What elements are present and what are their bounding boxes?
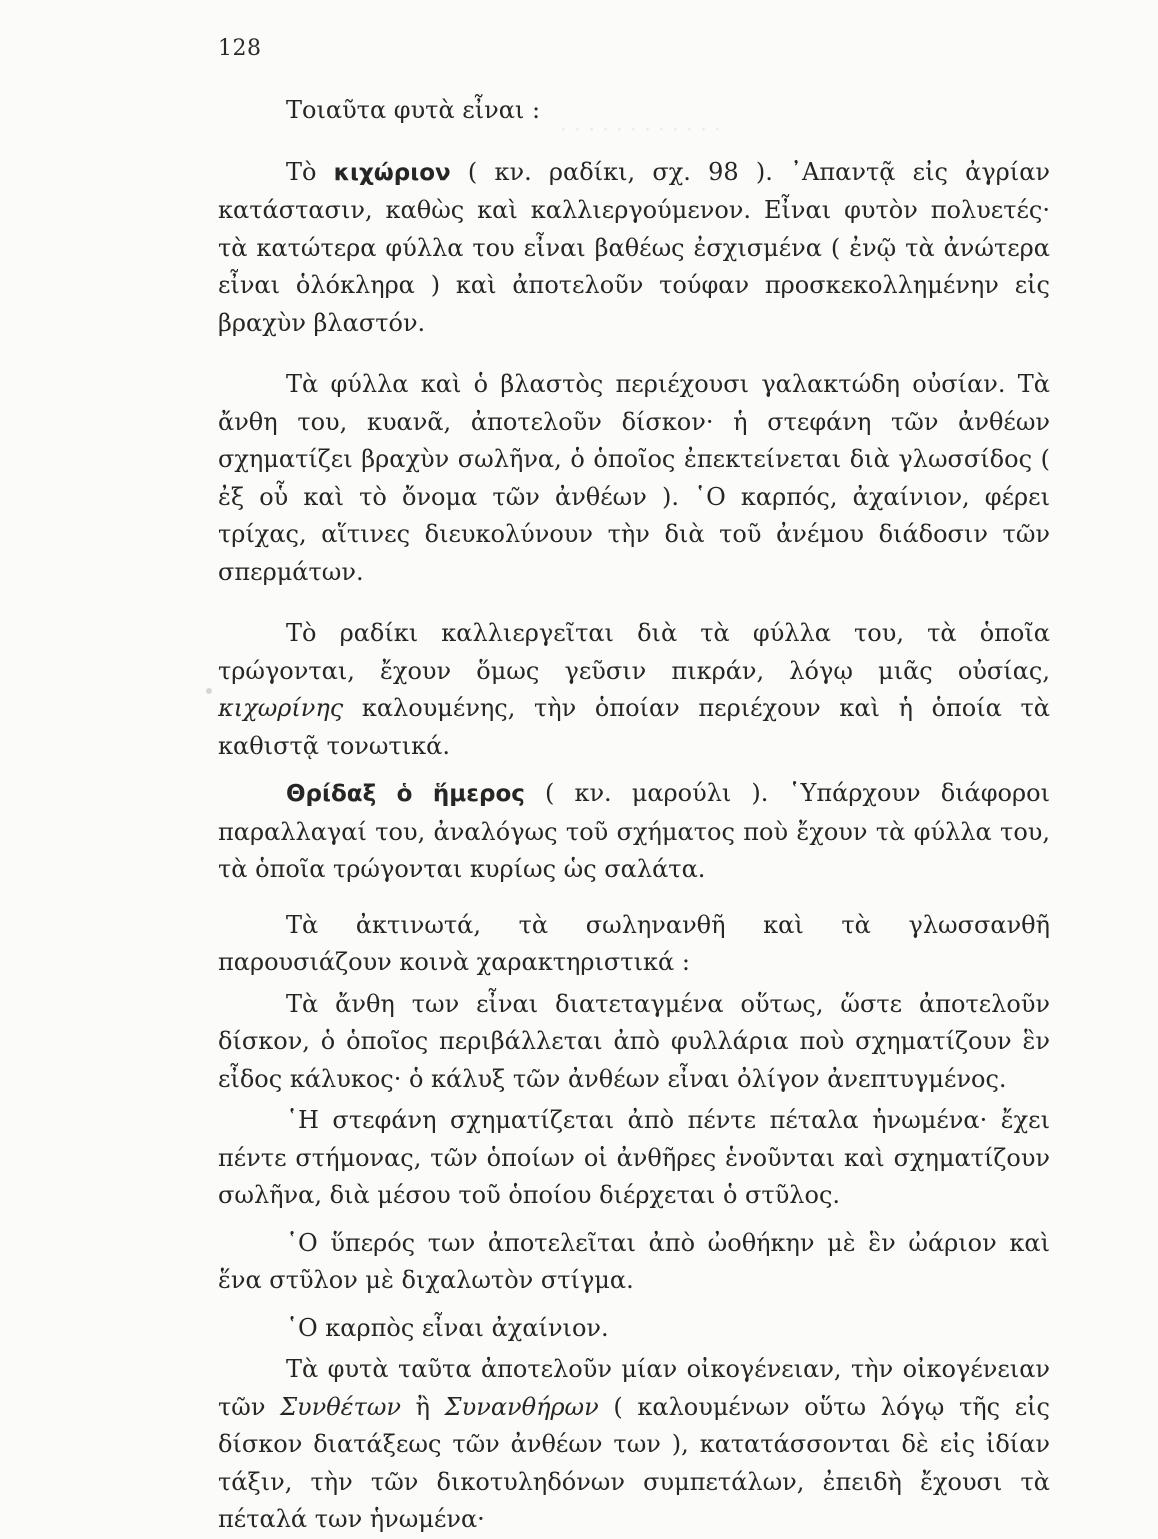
term-synthetoi: Συνθέτων xyxy=(280,1392,401,1421)
paragraph-leaves-stem xyxy=(218,366,1050,591)
paragraph-corolla xyxy=(218,1102,1050,1215)
paragraph-intro xyxy=(218,92,1050,130)
paragraph-lead: Τὸ ραδίκι καλλιεργεῖται διὰ τὰ φύλλα του, τὰ ὁποῖα τρώγονται, ἔχουν ὅμως γεῦσιν πικράν, λόγῳ μιᾶς οὐσίας, xyxy=(218,619,1050,685)
bleed-through-text: · · · · · · · · · · · · xyxy=(560,118,721,143)
paragraph-text: Τὰ ἄνθη των εἶναι διατεταγμένα οὕτως, ὥστε ἀποτελοῦν δίσκον, ὁ ὁποῖος περιβάλλεται ἀπὸ φυλλάρια ποὺ σχηματίζουν ἓν εἶδος κάλυκος· ὁ κάλυξ τῶν ἀνθέων εἶναι ὀλίγον ἀνεπτυγμένος. xyxy=(218,989,1050,1093)
body-text xyxy=(218,92,1050,1539)
page-number: 128 xyxy=(218,36,262,61)
page-speck xyxy=(206,688,212,694)
paragraph-text: ( κν. ραδίκι, σχ. 98 ). ᾿Απαντᾷ εἰς ἀγρίαν κατάστασιν, καθὼς καὶ καλλιεργούμενον. Εἶναι φυτὸν πολυετές· τὰ κατώτερα φύλλα του εἶναι βαθέως ἐσχισμένα ( ἐνῷ τὰ ἀνώτερα εἶναι ὁλόκληρα ) καὶ ἀποτελοῦν τούφαν προσκεκολλημένην εἰς βραχὺν βλαστόν. xyxy=(218,157,1050,337)
paragraph-connector: ἢ xyxy=(401,1392,445,1421)
paragraph-text: ῾Η στεφάνη σχηματίζεται ἀπὸ πέντε πέταλα ἡνωμένα· ἔχει πέντε στήμονας, τῶν ὁποίων οἱ ἀνθῆρες ἑνοῦνται καὶ σχηματίζουν σωλῆνα, διὰ μέσου τοῦ ὁποίου διέρχεται ὁ στῦλος. xyxy=(218,1106,1050,1209)
paragraph-flowers-disk xyxy=(218,986,1050,1099)
paragraph-kichorion xyxy=(218,154,1050,343)
term-thridax: Θρίδαξ ὁ ἥμερος xyxy=(286,781,525,807)
paragraph-text: ( κν. μαρούλι ). ῾Υπάρχουν διάφοροι παραλλαγαί του, ἀναλόγως τοῦ σχήματος ποὺ ἔχουν τὰ φύλλα του, τὰ ὁποῖα τρώγονται κυρίως ὡς σαλάτα. xyxy=(218,779,1050,883)
paragraph-family xyxy=(218,1351,1050,1539)
paragraph-text: ῾Ο ὕπερός των ἀποτελεῖται ἀπὸ ὠοθήκην μὲ ἓν ὠάριον καὶ ἕνα στῦλον μὲ διχαλωτὸν στίγμα. xyxy=(218,1228,1050,1294)
term-synantheroi: Συνανθήρων xyxy=(444,1392,599,1421)
paragraph-common-traits xyxy=(218,907,1050,982)
term-kichorion: κιχώριον xyxy=(333,159,451,186)
paragraph-lead: Τὸ xyxy=(286,157,334,186)
paragraph-text: Τὰ φύλλα καὶ ὁ βλαστὸς περιέχουσι γαλακτώδη οὐσίαν. Τὰ ἄνθη του, κυανᾶ, ἀποτελοῦν δίσκον· ἡ στεφάνη τῶν ἀνθέων σχηματίζει βραχὺν σωλῆνα, ὁ ὁποῖος ἐπεκτείνεται διὰ γλωσσίδος ( ἐξ οὗ καὶ τὸ ὄνομα τῶν ἀνθέων ). ῾Ο καρπός, ἀχαίνιον, φέρει τρίχας, αἵτινες διευκολύνουν τὴν διὰ τοῦ ἀνέμου διάδοσιν τῶν σπερμάτων. xyxy=(218,370,1050,586)
paragraph-radiki xyxy=(218,615,1050,765)
paragraph-text: ῾Ο καρπὸς εἶναι ἀχαίνιον. xyxy=(286,1313,609,1342)
paragraph-text: ( καλουμένων οὕτω λόγῳ τῆς εἰς δίσκον διατάξεως τῶν ἀνθέων των ), κατατάσσονται δὲ εἰς ἰδίαν τάξιν, τὴν τῶν δικοτυληδόνων συμπετάλων, ἐπειδὴ ἔχουσι τὰ πέταλά των ἡνωμένα· xyxy=(218,1392,1051,1533)
paragraph-text: καλουμένης, τὴν ὁποίαν περιέχουν καὶ ἡ ὁποία τὰ καθιστᾷ τονωτικά. xyxy=(218,694,1050,760)
paragraph-text: Τοιαῦτα φυτὰ εἶναι : xyxy=(286,96,541,124)
paragraph-fruit xyxy=(218,1310,1050,1348)
paragraph-lead: Τὰ φυτὰ ταῦτα ἀποτελοῦν μίαν οἰκογένειαν, τὴν οἰκογένειαν τῶν xyxy=(218,1355,1050,1421)
paragraph-thridax xyxy=(218,775,1050,889)
term-kichorini: κιχωρίνης xyxy=(218,694,344,722)
paragraph-pistil xyxy=(218,1225,1050,1300)
paragraph-text: Τὰ ἀκτινωτά, τὰ σωληνανθῆ καὶ τὰ γλωσσανθῆ παρουσιάζουν κοινὰ χαρακτηριστικά : xyxy=(218,910,1050,976)
